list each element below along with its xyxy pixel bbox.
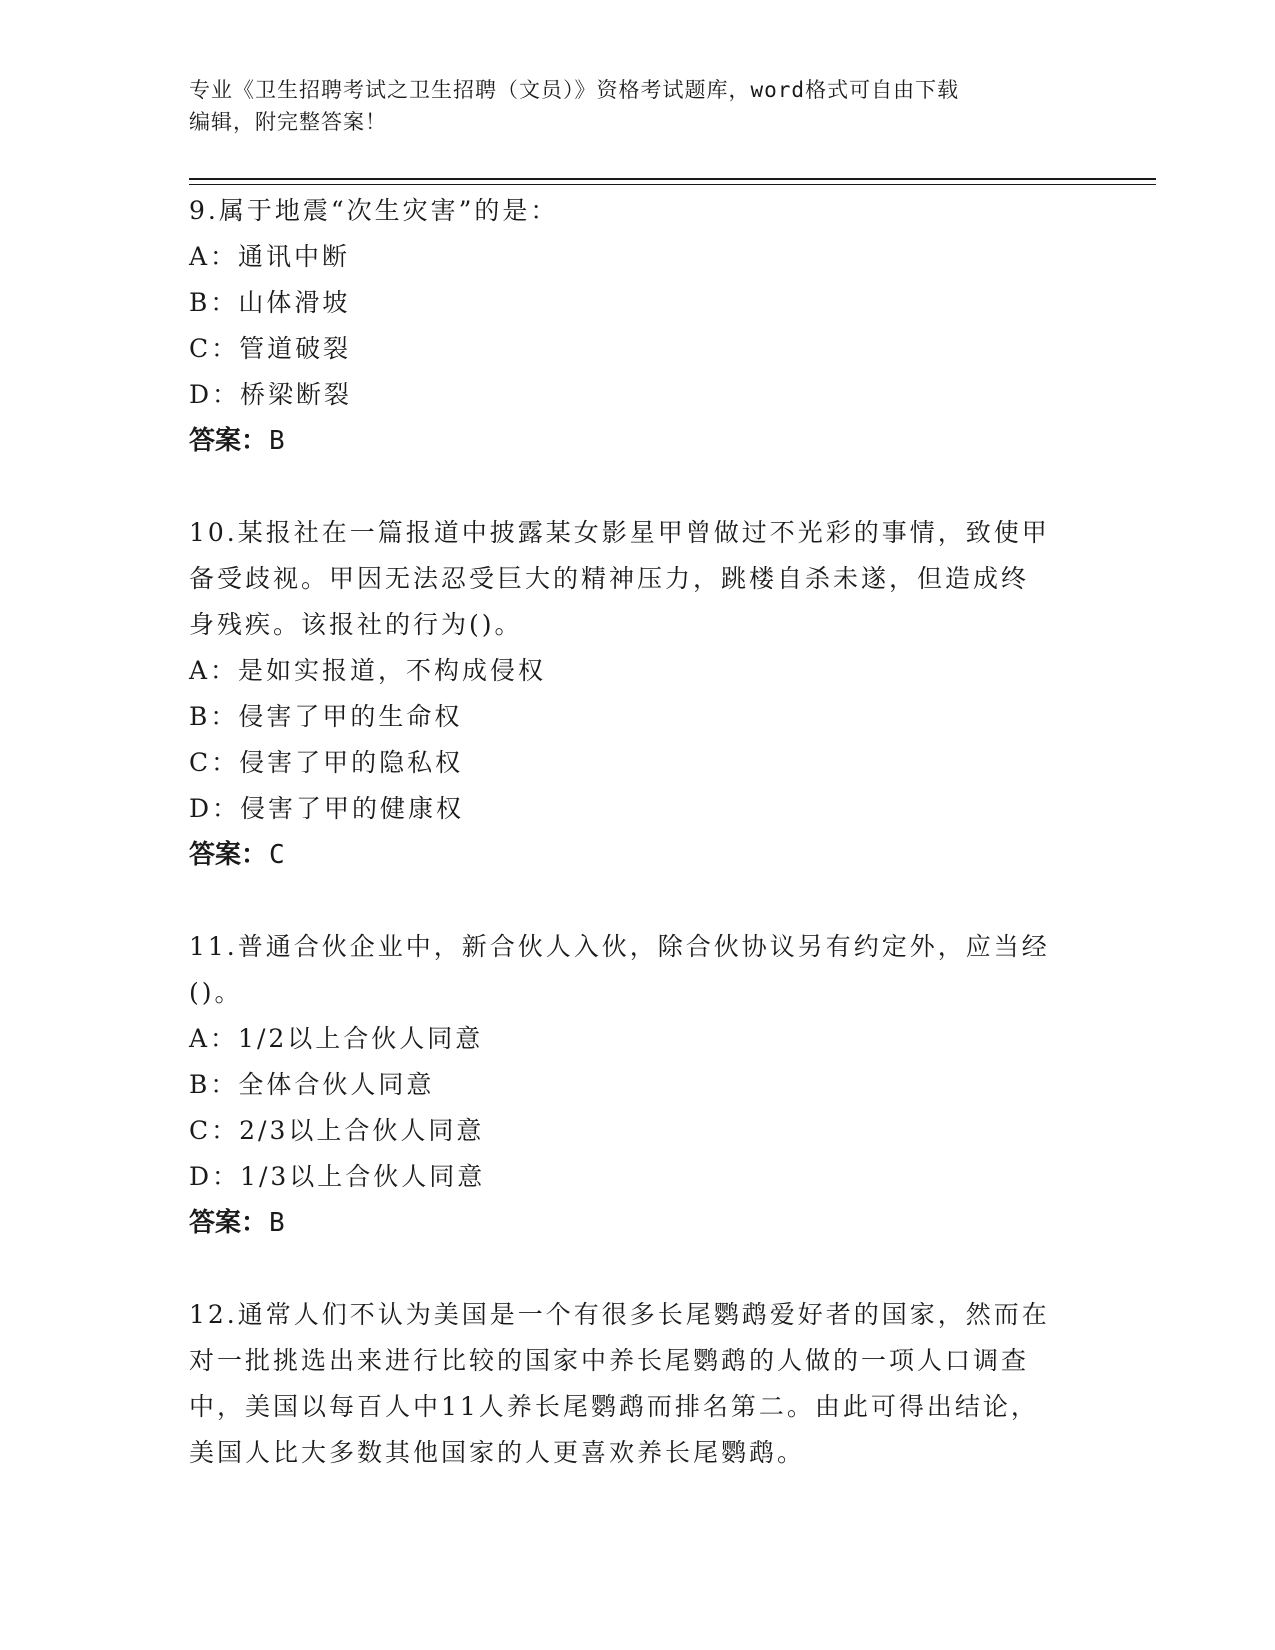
header-divider-thin	[189, 184, 1156, 185]
question-stem-line: 美国人比大多数其他国家的人更喜欢养长尾鹦鹉。	[189, 1438, 806, 1467]
question-stem-line: ()。	[189, 978, 243, 1007]
option-a: A：1/2以上合伙人同意	[189, 1024, 484, 1053]
option-b: B：山体滑坡	[189, 288, 351, 317]
option-d: D：1/3以上合伙人同意	[189, 1162, 486, 1191]
answer-value: B	[269, 1208, 285, 1238]
answer-line	[189, 1200, 1089, 1246]
option-a: A：是如实报道，不构成侵权	[189, 656, 547, 685]
question-11	[189, 924, 1089, 1246]
option-c: C：管道破裂	[189, 334, 352, 363]
question-stem-line: 身残疾。该报社的行为()。	[189, 610, 523, 639]
answer-label: 答案：	[189, 840, 268, 870]
question-stem-line: 10.某报社在一篇报道中披露某女影星甲曾做过不光彩的事情，致使甲	[189, 518, 1050, 547]
question-12	[189, 1292, 1089, 1476]
header-line-2: 编辑，附完整答案！	[189, 110, 387, 134]
question-10	[189, 510, 1089, 878]
header-line-1: 专业《卫生招聘考试之卫生招聘（文员）》资格考试题库，word格式可自由下载	[189, 78, 960, 102]
answer-line	[189, 832, 1089, 878]
option-c: C：侵害了甲的隐私权	[189, 748, 464, 777]
question-stem-line: 12.通常人们不认为美国是一个有很多长尾鹦鹉爱好者的国家，然而在	[189, 1300, 1050, 1329]
option-c: C：2/3以上合伙人同意	[189, 1116, 485, 1145]
document-header	[189, 74, 1089, 138]
option-b: B：全体合伙人同意	[189, 1070, 435, 1099]
question-stem-line: 9.属于地震“次生灾害”的是：	[189, 196, 559, 225]
question-stem-line: 11.普通合伙企业中，新合伙人入伙，除合伙协议另有约定外，应当经	[189, 932, 1050, 961]
option-d: D：侵害了甲的健康权	[189, 794, 465, 823]
answer-value: B	[269, 426, 285, 456]
answer-line	[189, 418, 1089, 464]
question-list	[189, 188, 1089, 1522]
question-stem-line: 备受歧视。甲因无法忍受巨大的精神压力，跳楼自杀未遂，但造成终	[189, 564, 1030, 593]
answer-value: C	[269, 840, 285, 870]
option-b: B：侵害了甲的生命权	[189, 702, 463, 731]
answer-label: 答案：	[189, 1208, 268, 1238]
question-stem-line: 对一批挑选出来进行比较的国家中养长尾鹦鹉的人做的一项人口调查	[189, 1346, 1030, 1375]
answer-label: 答案：	[189, 426, 268, 456]
question-stem-line: 中，美国以每百人中11人养长尾鹦鹉而排名第二。由此可得出结论，	[189, 1392, 1039, 1421]
option-a: A：通讯中断	[189, 242, 351, 271]
option-d: D：桥梁断裂	[189, 380, 353, 409]
header-divider-thick	[189, 178, 1156, 180]
question-9	[189, 188, 1089, 464]
